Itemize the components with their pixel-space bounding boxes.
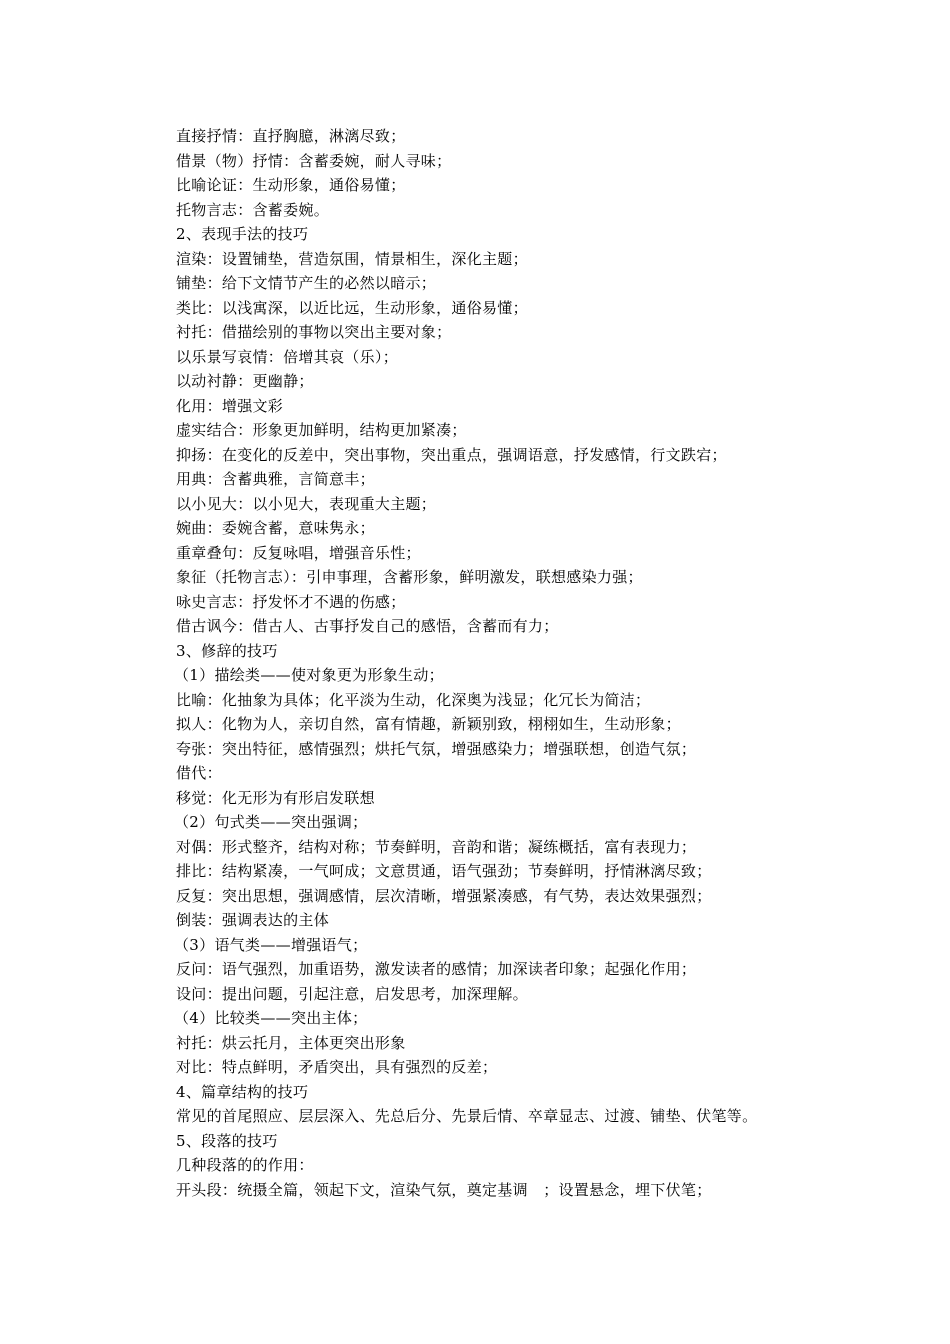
text-line: 对比：特点鲜明，矛盾突出，具有强烈的反差； <box>176 1058 498 1076</box>
text-line: 倒装：强调表达的主体 <box>176 911 330 929</box>
text-line: 几种段落的的作用： <box>176 1156 314 1174</box>
text-line: 排比：结构紧凑，一气呵成；文意贯通，语气强劲；节奏鲜明，抒情淋漓尽致； <box>176 862 712 880</box>
text-line: 化用：增强文彩 <box>176 396 284 415</box>
text-line: 咏史言志：抒发怀才不遇的伤感； <box>176 592 406 611</box>
text-line: 拟人：化物为人，亲切自然，富有情趣，新颖别致，栩栩如生，生动形象； <box>176 715 681 733</box>
text-line: 比喻：化抽象为具体；化平淡为生动，化深奥为浅显；化冗长为简洁； <box>176 690 651 709</box>
text-line: 重章叠句：反复咏唱，增强音乐性； <box>176 543 421 562</box>
text-line: 直接抒情：直抒胸臆，淋漓尽致； <box>176 127 406 145</box>
text-line: 开头段：统摄全篇，领起下文，渲染气氛，奠定基调 ；设置悬念，埋下伏笔； <box>176 1180 712 1199</box>
text-line: 4、篇章结构的技巧 <box>176 1082 309 1101</box>
text-line: 铺垫：给下文情节产生的必然以暗示； <box>176 274 437 292</box>
text-line: 借景（物）抒情：含蓄委婉，耐人寻味； <box>176 151 452 170</box>
text-line: 象征（托物言志）：引申事理，含蓄形象，鲜明激发，联想感染力强； <box>176 568 643 586</box>
text-line: 3、修辞的技巧 <box>176 641 278 660</box>
text-line: 婉曲：委婉含蓄，意味隽永； <box>176 519 375 537</box>
text-line: 对偶：形式整齐，结构对称；节奏鲜明，音韵和谐；凝练概括，富有表现力； <box>176 837 697 856</box>
text-line: 借代： <box>176 764 222 782</box>
text-line: 移觉：化无形为有形启发联想 <box>176 788 375 807</box>
text-line: 虚实结合：形象更加鲜明，结构更加紧凑； <box>176 421 467 439</box>
text-line: 类比：以浅寓深，以近比远，生动形象，通俗易懂； <box>176 298 528 317</box>
text-line: 2、表现手法的技巧 <box>176 225 309 243</box>
text-line: 反问：语气强烈，加重语势，激发读者的感情；加深读者印象；起强化作用； <box>176 960 697 978</box>
text-line: 夸张：突出特征，感情强烈；烘托气氛，增强感染力；增强联想，创造气氛； <box>176 739 697 758</box>
text-line: 常见的首尾照应、层层深入、先总后分、先景后情、卒章显志、过渡、铺垫、伏笔等。 <box>176 1107 758 1125</box>
text-line: 用典：含蓄典雅，言简意丰； <box>176 470 375 488</box>
text-line: 抑扬：在变化的反差中，突出事物，突出重点，强调语意，抒发感情，行文跌宕； <box>176 445 727 464</box>
text-line: 衬托：借描绘别的事物以突出主要对象； <box>176 323 452 341</box>
text-line: （4）比较类——突出主体； <box>174 1009 368 1027</box>
text-line: 5、段落的技巧 <box>176 1131 278 1150</box>
text-line: （1）描绘类——使对象更为形象生动； <box>174 666 444 684</box>
text-line: （2）句式类——突出强调； <box>174 813 368 831</box>
document-body <box>176 124 916 1202</box>
text-line: （3）语气类——增强语气； <box>174 935 368 954</box>
text-line: 托物言志：含蓄委婉。 <box>176 200 330 219</box>
text-line: 渲染：设置铺垫，营造氛围，情景相生，深化主题； <box>176 249 528 268</box>
text-line: 借古讽今：借古人、古事抒发自己的感悟，含蓄而有力； <box>176 617 559 635</box>
text-line: 设问：提出问题，引起注意，启发思考，加深理解。 <box>176 984 528 1003</box>
text-line: 以乐景写哀情：倍增其哀（乐）； <box>176 347 399 366</box>
text-line: 衬托：烘云托月，主体更突出形象 <box>176 1033 406 1052</box>
text-line: 以小见大：以小见大，表现重大主题； <box>176 494 437 513</box>
text-line: 反复：突出思想，强调感情，层次清晰，增强紧凑感，有气势，表达效果强烈； <box>176 886 712 905</box>
text-line: 以动衬静：更幽静； <box>176 372 314 390</box>
text-line: 比喻论证：生动形象，通俗易懂； <box>176 176 406 194</box>
